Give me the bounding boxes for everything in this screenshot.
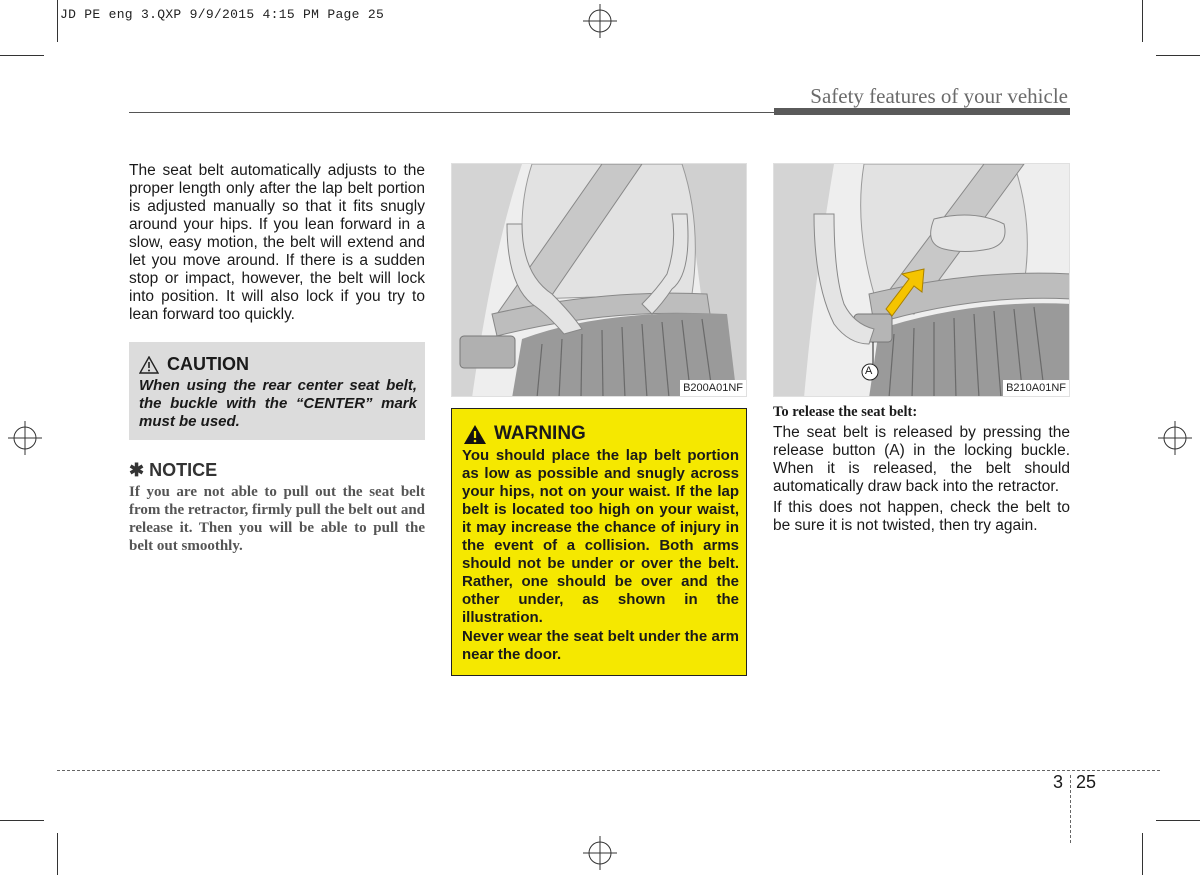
release-paragraph-1: The seat belt is released by pressing the release button (A) in the locking buckle. When it is released, the belt should automatically draw back into the retractor. [773, 424, 1070, 495]
release-paragraph-2: If this does not happen, check the belt to be sure it is not twisted, then try again. [773, 499, 1070, 534]
caution-title: CAUTION [167, 354, 249, 374]
figure-lap-belt [451, 163, 747, 397]
caution-text: When using the rear center seat belt, the buckle with the “CENTER” mark must be used. [139, 377, 417, 430]
notice-text: If you are not able to pull out the seat belt from the retractor, firmly pull the belt out and release it. Then you will be able to pull the belt out smoothly. [129, 484, 425, 554]
notice-title: ✱ NOTICE [129, 460, 218, 480]
warning-title: WARNING [494, 423, 586, 444]
registration-mark-bottom [583, 836, 617, 870]
caution-box [129, 342, 425, 440]
page-number: 25 [1076, 772, 1097, 792]
caution-heading [139, 354, 249, 375]
page-section: 3 [1053, 772, 1064, 792]
figure-code: B200A01NF [680, 380, 746, 396]
registration-mark-top [583, 4, 617, 38]
lap-belt-illustration [452, 164, 747, 397]
section-title: Safety features of your vehicle [810, 84, 1068, 108]
header-rule-thick [774, 108, 1070, 115]
registration-mark-right [1158, 421, 1192, 455]
print-slug: JD PE eng 3.QXP 9/9/2015 4:15 PM Page 25 [60, 7, 385, 22]
registration-mark-left [8, 421, 42, 455]
warning-triangle-icon [464, 425, 486, 444]
release-heading: To release the seat belt: [773, 404, 918, 420]
callout-label-a: A [865, 365, 873, 377]
caution-triangle-icon [139, 356, 159, 374]
footer-dashed-divider [1070, 775, 1071, 843]
intro-paragraph: The seat belt automatically adjusts to the proper length only after the lap belt portion is adjusted manually so that it fits snugly around your hips. If you lean forward in a slow, easy motion, the belt will extend and let you move around. If there is a sudden stop or impact, however, the belt will lock into position. It will also lock if you try to lean forward too quickly. [129, 162, 425, 323]
warning-heading [464, 423, 586, 445]
figure-release-belt [773, 163, 1070, 397]
warning-paragraph-1: You should place the lap belt portion as low as possible and snugly across your hips, not on your waist. If the lap belt is located too high on your waist, it may increase the chance of injury in the event of a collision. Both arms should not be under or over the belt. Rather, one should be over and the other under, as shown in the illustration. [462, 447, 739, 626]
footer-dashed-rule [57, 770, 1160, 771]
release-belt-illustration [774, 164, 1070, 397]
header-rule [129, 112, 774, 113]
figure-code: B210A01NF [1003, 380, 1069, 396]
warning-paragraph-2: Never wear the seat belt under the arm near the door. [462, 628, 739, 663]
warning-box [451, 408, 747, 676]
